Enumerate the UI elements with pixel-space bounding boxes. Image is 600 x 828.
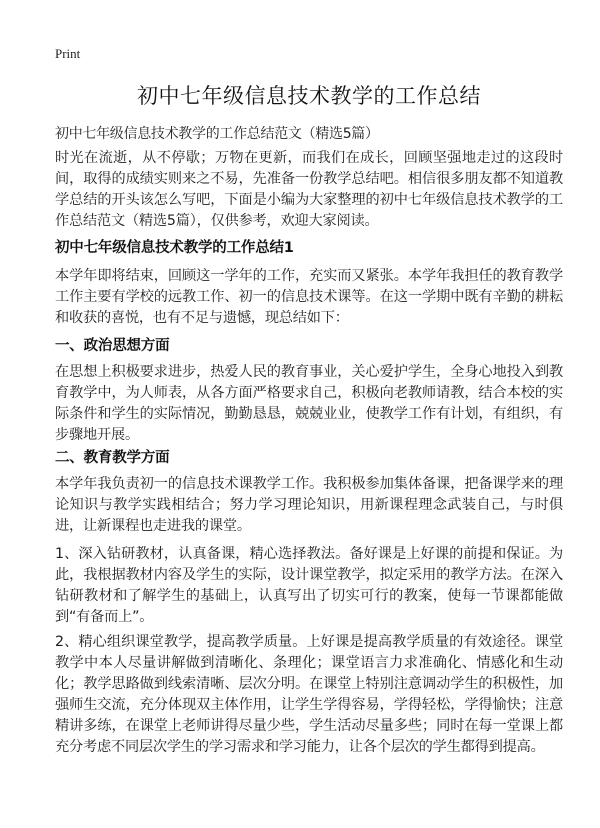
- teaching-item-1: 1、深入钻研教材，认真备课，精心选择教法。备好课是上好课的前提和保证。为此，我根据教材内容及学生的实际，设计课堂教学，拟定采用的教学方法。在深入钻研教材和了解学生的基础上，认真写出了切实可行的教案，使每一节课都能做到“有备而上”。: [55, 546, 563, 625]
- teaching-item-2: 2、精心组织课堂教学，提高教学质量。上好课是提高教学质量的有效途径。课堂教学中本人尽量讲解做到清晰化、条理化；课堂语言力求准确化、情感化和生动化；教学思路做到线索清晰、层次分明。在课堂上特别注意调动学生的积极性，加强师生交流，充分体现双主体作用，让学生学得容易，学得轻松，学得愉快；注意精讲多练，在课堂上老师讲得尽量少些，学生活动尽量多些；同时在每一堂课上都充分考虑不同层次学生的学习需求和学习能力，让各个层次的学生都得到提高。: [55, 634, 563, 755]
- print-label: Print: [55, 46, 81, 61]
- section-paragraph: 本学年即将结束，回顾这一学年的工作，充实而又紧张。本学年我担任的教育教学工作主要有学校的远教工作、初一的信息技术课等。在这一学期中既有辛勤的耕耘和收获的喜悦，也有不足与遗憾，现总结如下：: [55, 268, 563, 326]
- subsection-heading-politics: 一、政治思想方面: [55, 338, 170, 354]
- teaching-paragraph: 本学年我负责初一的信息技术课教学工作。我积极参加集体备课，把备课学来的理论知识与教学实践相结合；努力学习理论知识，用新课程理念武装自己，与时俱进，让新课程也走进我的课堂。: [55, 476, 563, 534]
- subsection-heading-teaching: 二、教育教学方面: [55, 450, 170, 466]
- intro-paragraph: 时光在流逝，从不停歇；万物在更新，而我们在成长，回顾坚强地走过的这段时间，取得的成绩实则来之不易，先准备一份教学总结吧。相信很多朋友都不知道教学总结的开头该怎么写吧，下面是小编为大家整理的初中七年级信息技术教学的工作总结范文（精选5篇），仅供参考，欢迎大家阅读。: [55, 150, 563, 229]
- politics-paragraph: 在思想上积极要求进步，热爱人民的教育事业，关心爱护学生，全身心地投入到教育教学中，为人师表，从各方面严格要求自己，积极向老教师请教，结合本校的实际条件和学生的实际情况，勤勤恳恳，兢兢业业，使教学工作有计划，有组织，有步骤地开展。: [55, 364, 563, 443]
- page-title: 初中七年级信息技术教学的工作总结: [137, 84, 481, 108]
- section-heading: 初中七年级信息技术教学的工作总结1: [55, 240, 294, 256]
- document-subtitle: 初中七年级信息技术教学的工作总结范文（精选5篇）: [55, 126, 379, 142]
